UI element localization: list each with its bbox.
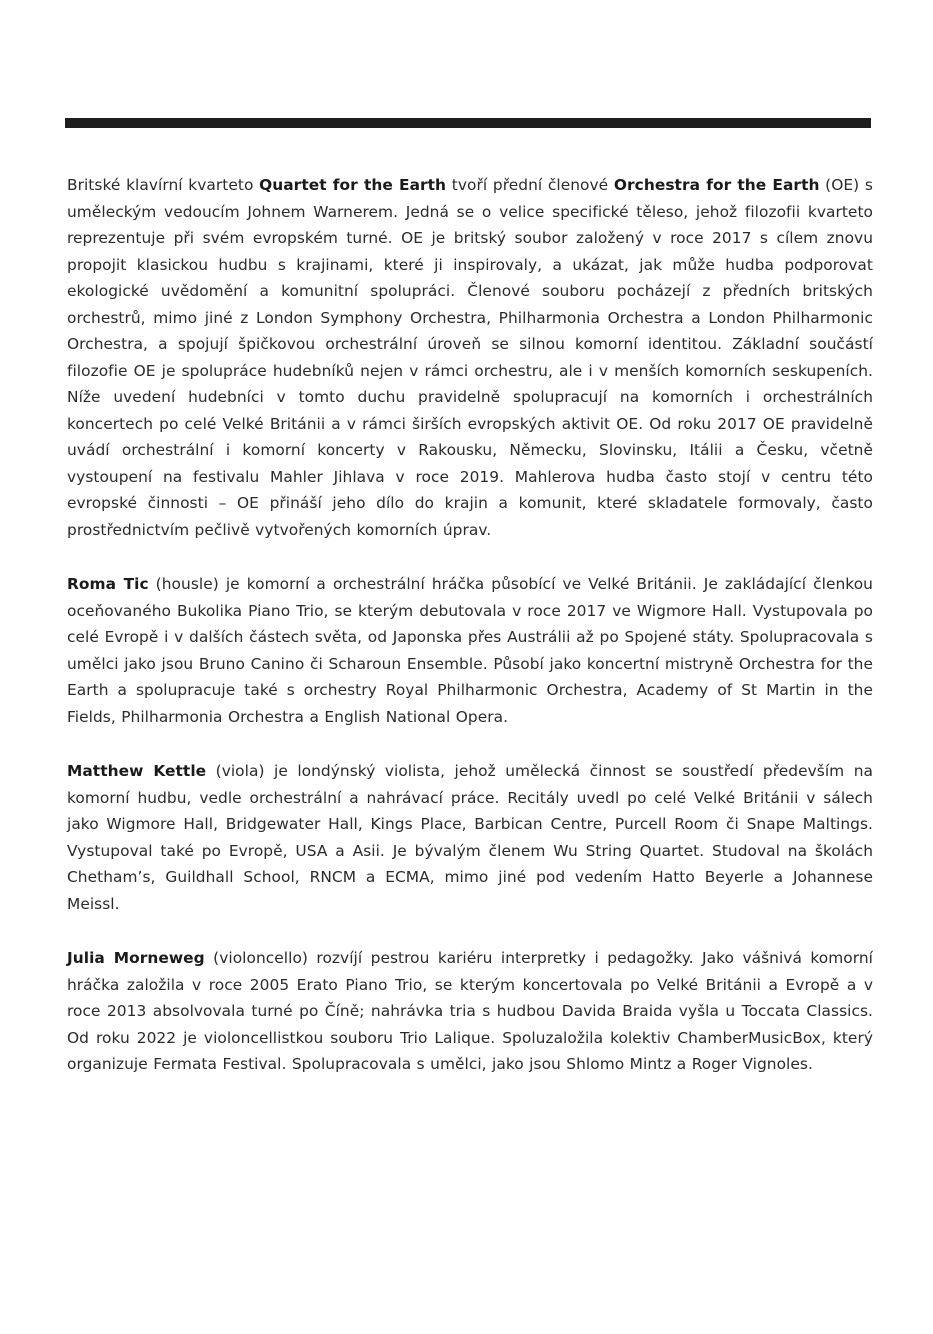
bio-roma-tic: (housle) je komorní a orchestrální hráčka působící ve Velké Británii. Je zakládající členkou oceňovaného Bukolika Piano Trio, se kterým debutovala v roce 2017 ve Wigmore Hall. Vystupovala po celé Evropě i v dalších částech světa, od Japonska přes Austrálii až po Spojené státy. Spolupracovala s umělci jako jsou Bruno Canino či Scharoun Ensemble. Působí jako koncertní mistryně Orchestra for the Earth a spolupracuje také s orchestry Royal Philharmonic Orchestra, Academy of St Martin in the Fields, Philharmonia Orchestra a English National Opera.	[67, 575, 873, 726]
paragraph-quartet-intro	[67, 172, 873, 543]
paragraph-roma-tic	[67, 571, 873, 730]
quartet-name: Quartet for the Earth	[259, 176, 447, 194]
intro-lead-text: Britské klavírní kvarteto	[67, 176, 260, 194]
musician-name-roma-tic: Roma Tic	[67, 575, 149, 593]
article-body	[67, 172, 873, 1078]
musician-name-julia-morneweg: Julia Morneweg	[67, 949, 205, 967]
paragraph-julia-morneweg	[67, 945, 873, 1078]
intro-connector-text: tvoří přední členové	[446, 176, 614, 194]
header-rule	[65, 118, 871, 128]
paragraph-matthew-kettle	[67, 758, 873, 917]
bio-matthew-kettle: (viola) je londýnský violista, jehož umělecká činnost se soustředí především na komorní hudbu, vedle orchestrální a nahrávací práce. Recitály uvedl po celé Velké Británii v sálech jako Wigmore Hall, Bridgewater Hall, Kings Place, Barbican Centre, Purcell Room či Snape Maltings. Vystupoval také po Evropě, USA a Asii. Je bývalým členem Wu String Quartet. Studoval na školách Chetham’s, Guildhall School, RNCM a ECMA, mimo jiné pod vedením Hatto Beyerle a Johannese Meissl.	[67, 762, 874, 913]
intro-body-text: (OE) s uměleckým vedoucím Johnem Warnerem. Jedná se o velice specifické těleso, jehož filozofii kvarteto reprezentuje při svém evropském turné. OE je britský soubor založený v roce 2017 s cílem znovu propojit klasickou hudbu s krajinami, které ji inspirovaly, a ukázat, jak může hudba podporovat ekologické uvědomění a komunitní spolupráci. Členové souboru pocházejí z předních britských orchestrů, mimo jiné z London Symphony Orchestra, Philharmonia Orchestra a London Philharmonic Orchestra, a spojují špičkovou orchestrální úroveň se silnou komorní identitou. Základní součástí filozofie OE je spolupráce hudebníků nejen v rámci orchestru, ale i v menších komorních seskupeních. Níže uvedení hudebníci v tomto duchu pravidelně spolupracují na komorních i orchestrálních koncertech po celé Velké Británii a v rámci širších evropských aktivit OE. Od roku 2017 OE pravidelně uvádí orchestrální i komorní koncerty v Rakousku, Německu, Slovinsku, Itálii a Česku, včetně vystoupení na festivalu Mahler Jihlava v roce 2019. Mahlerova hudba často stojí v centru této evropské činnosti – OE přináší jeho dílo do krajin a komunit, které skladatele formovaly, často prostřednictvím pečlivě vytvořených komorních úprav.	[67, 176, 873, 539]
bio-julia-morneweg: (violoncello) rozvíjí pestrou kariéru interpretky i pedagožky. Jako vášnivá komorní hráčka založila v roce 2005 Erato Piano Trio, se kterým koncertovala po Velké Británii a Evropě a v roce 2013 absolvovala turné po Číně; nahrávka tria s hudbou Davida Braida vyšla u Toccata Classics. Od roku 2022 je violoncellistkou souboru Trio Lalique. Spoluzaložila kolektiv ChamberMusicBox, který organizuje Fermata Festival. Spolupracovala s umělci, jako jsou Shlomo Mintz a Roger Vignoles.	[67, 949, 873, 1073]
orchestra-name: Orchestra for the Earth	[613, 176, 820, 194]
musician-name-matthew-kettle: Matthew Kettle	[67, 762, 207, 780]
